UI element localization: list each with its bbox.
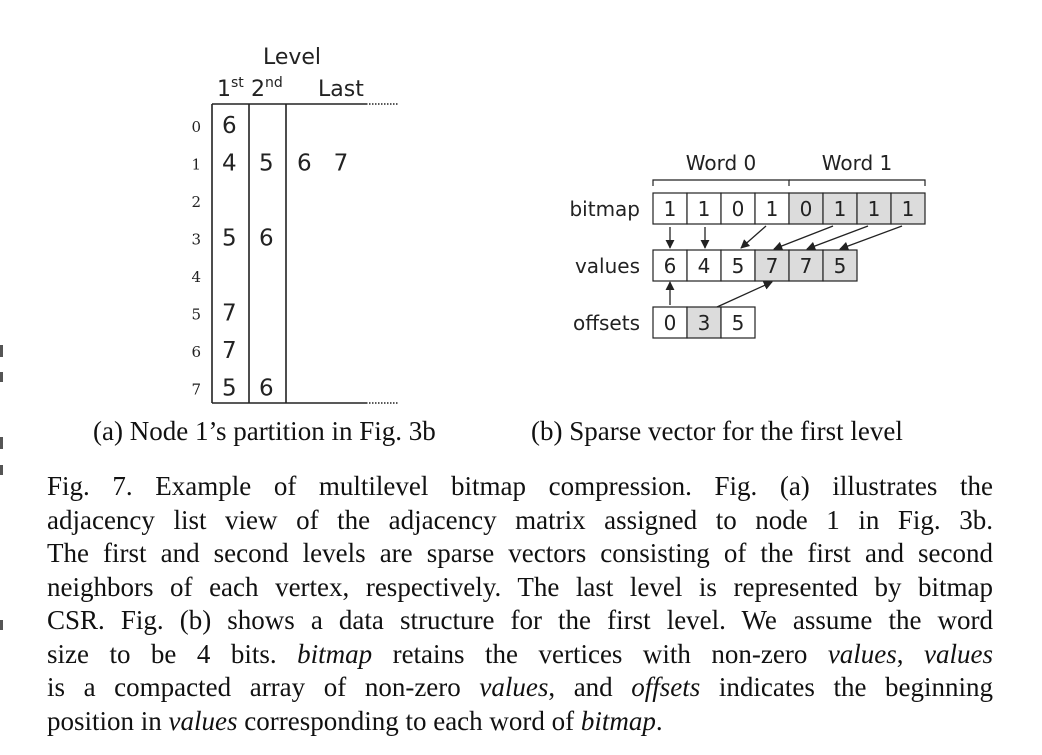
offsets-label: offsets [572, 311, 640, 335]
caption-b: (b) Sparse vector for the first level [531, 416, 903, 446]
row-index: 0 [191, 118, 201, 136]
first-level-value: 4 [222, 150, 237, 177]
col-second-num: 2 [251, 77, 265, 102]
second-level-value: 6 [259, 375, 274, 402]
offsets-value: 3 [697, 311, 711, 335]
bitmap-array [653, 193, 925, 224]
second-level-value: 5 [259, 150, 274, 177]
caption-line: CSR. Fig. (b) shows a data structure for the first level. We assume the word [47, 605, 993, 635]
caption-line: The first and second levels are sparse vectors consisting of the first and second [47, 538, 993, 568]
arrow-bitmap3-values2 [741, 226, 766, 248]
margin-mark [0, 372, 3, 382]
margin-mark [0, 620, 3, 630]
caption-line: size to be 4 bits. bitmap retains the vertices with non-zero values, values [47, 638, 994, 669]
first-level-value: 7 [222, 300, 237, 327]
arrow-bitmap7-values5 [840, 226, 902, 249]
panel-a-rows [191, 113, 348, 402]
panel-a [191, 45, 398, 403]
arrow-bitmap5-values3 [774, 226, 833, 249]
bitmap-value: 1 [765, 197, 779, 221]
word-1-label: Word 1 [821, 151, 893, 175]
bitmap-value: 1 [697, 197, 711, 221]
offsets-array [653, 307, 755, 338]
col-first-num: 1 [217, 77, 231, 102]
word-0-bracket [653, 180, 789, 186]
caption-line: position in values corresponding to each word of bitmap. [47, 705, 663, 736]
col-last-label: Last [318, 77, 364, 102]
second-level-value: 6 [259, 225, 274, 252]
row-index: 7 [191, 380, 201, 399]
caption-line: is a compacted array of non-zero values, and offsets indicates the beginning [47, 672, 994, 702]
bitmap-value: 1 [833, 197, 847, 221]
bitmap-value: 1 [867, 197, 881, 221]
values-value: 7 [799, 254, 813, 278]
offsets-value: 5 [731, 311, 745, 335]
arrow-offsets1-values3 [717, 282, 772, 307]
panel-b [569, 151, 925, 338]
arrow-bitmap6-values4 [807, 226, 868, 249]
first-level-value: 7 [222, 338, 237, 364]
values-value: 5 [833, 254, 847, 278]
values-label: values [574, 254, 640, 278]
first-level-value: 5 [222, 375, 237, 402]
col-first-label [217, 75, 244, 102]
last-level-value: 6 7 [297, 150, 349, 177]
caption-line: Fig. 7. Example of multilevel bitmap compression. Fig. (a) illustrates the [47, 471, 993, 501]
margin-mark [0, 437, 3, 449]
values-value: 6 [663, 254, 677, 278]
first-level-value: 6 [222, 113, 237, 139]
row-index: 1 [191, 155, 201, 174]
col-first-sup: st [231, 75, 244, 91]
row-index: 2 [191, 193, 201, 211]
bitmap-label: bitmap [569, 197, 640, 221]
caption-a: (a) Node 1’s partition in Fig. 3b [93, 416, 436, 446]
values-value: 5 [731, 254, 745, 278]
margin-mark [0, 465, 3, 475]
figure-caption [47, 470, 993, 738]
values-array [653, 250, 857, 281]
values-value: 7 [765, 254, 779, 278]
first-level-value: 5 [222, 225, 237, 252]
bitmap-value: 0 [731, 197, 745, 221]
caption-line: adjacency list view of the adjacency matrix assigned to node 1 in Fig. 3b. [47, 504, 993, 535]
bitmap-value: 1 [901, 197, 915, 221]
caption-line: neighbors of each vertex, respectively. The last level is represented by bitmap [47, 571, 993, 602]
row-index: 6 [191, 343, 201, 361]
row-index: 4 [191, 268, 201, 286]
values-value: 4 [697, 254, 711, 278]
bitmap-value: 0 [799, 197, 813, 221]
margin-mark [0, 345, 3, 357]
bitmap-value: 1 [663, 197, 677, 221]
word-0-label: Word 0 [685, 151, 757, 175]
col-second-label [251, 75, 283, 102]
col-second-sup: nd [265, 75, 283, 91]
offsets-value: 0 [663, 311, 677, 335]
row-index: 3 [191, 230, 201, 249]
row-index: 5 [191, 305, 201, 324]
panel-a-header: Level [262, 45, 322, 70]
word-1-bracket [789, 180, 925, 186]
